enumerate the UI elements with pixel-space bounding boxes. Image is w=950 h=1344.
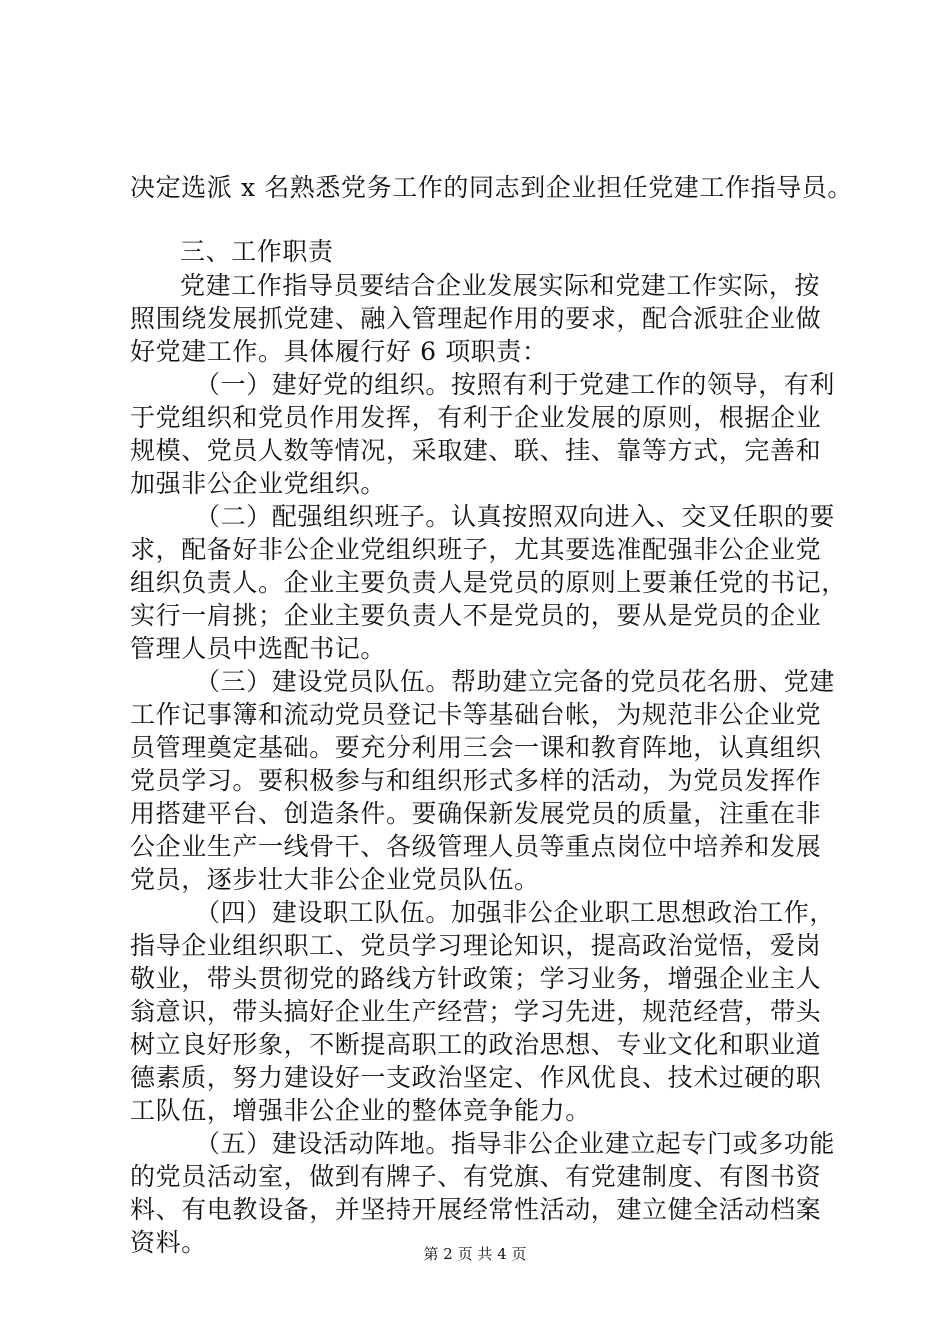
text-line: 党员，逐步壮大非公企业党员队伍。	[130, 865, 540, 894]
text-line: 党员学习。要积极参与和组织形式多样的活动，为党员发挥作	[130, 766, 822, 795]
text-line: （四）建设职工队伍。加强非公企业职工思想政治工作，	[195, 898, 836, 927]
text-line: 工队伍，增强非公企业的整体竞争能力。	[130, 1096, 591, 1125]
text-line: 于党组织和党员作用发挥，有利于企业发展的原则，根据企业	[130, 403, 822, 432]
text-line: 决定选派 x 名熟悉党务工作的同志到企业担任党建工作指导员。	[130, 173, 853, 202]
section-heading: 三、工作职责	[180, 237, 334, 266]
text-line: 工作记事簿和流动党员登记卡等基础台帐，为规范非公企业党	[130, 700, 822, 729]
text-line: 敬业，带头贯彻党的路线方针政策；学习业务，增强企业主人	[130, 964, 822, 993]
text-line: （五）建设活动阵地。指导非公企业建立起专门或多功能	[195, 1129, 836, 1158]
text-line: 规模、党员人数等情况，采取建、联、挂、靠等方式，完善和	[130, 436, 822, 465]
text-line: 管理人员中选配书记。	[130, 634, 387, 663]
text-line: 实行一肩挑；企业主要负责人不是党员的，要从是党员的企业	[130, 601, 822, 630]
text-line: 组织负责人。企业主要负责人是党员的原则上要兼任党的书记，	[130, 568, 847, 597]
text-line: 料、有电教设备，并坚持开展经常性活动，建立健全活动档案	[130, 1195, 822, 1224]
text-line: （二）配强组织班子。认真按照双向进入、交叉任职的要	[195, 502, 836, 531]
text-line: 公企业生产一线骨干、各级管理人员等重点岗位中培养和发展	[130, 832, 822, 861]
page-number-footer: 第 2 页 共 4 页	[423, 1245, 527, 1263]
text-line: （一）建好党的组织。按照有利于党建工作的领导，有利	[195, 370, 836, 399]
text-line: 的党员活动室，做到有牌子、有党旗、有党建制度、有图书资	[130, 1162, 822, 1191]
text-line: 指导企业组织职工、党员学习理论知识，提高政治觉悟，爱岗	[130, 931, 822, 960]
text-line: 资料。	[130, 1228, 207, 1257]
text-line: 加强非公企业党组织。	[130, 469, 387, 498]
text-line: 党建工作指导员要结合企业发展实际和党建工作实际，按	[180, 271, 821, 300]
text-line: 照围绕发展抓党建、融入管理起作用的要求，配合派驻企业做	[130, 304, 822, 333]
text-line: 求，配备好非公企业党组织班子，尤其要选准配强非公企业党	[130, 535, 822, 564]
text-line: 树立良好形象，不断提高职工的政治思想、专业文化和职业道	[130, 1030, 822, 1059]
text-line: 用搭建平台、创造条件。要确保新发展党员的质量，注重在非	[130, 799, 822, 828]
text-line: 好党建工作。具体履行好 6 项职责：	[130, 337, 548, 366]
text-line: 德素质，努力建设好一支政治坚定、作风优良、技术过硬的职	[130, 1063, 822, 1092]
text-line: 翁意识，带头搞好企业生产经营；学习先进，规范经营，带头	[130, 997, 822, 1026]
text-line: （三）建设党员队伍。帮助建立完备的党员花名册、党建	[195, 667, 836, 696]
text-line: 员管理奠定基础。要充分利用三会一课和教育阵地，认真组织	[130, 733, 822, 762]
